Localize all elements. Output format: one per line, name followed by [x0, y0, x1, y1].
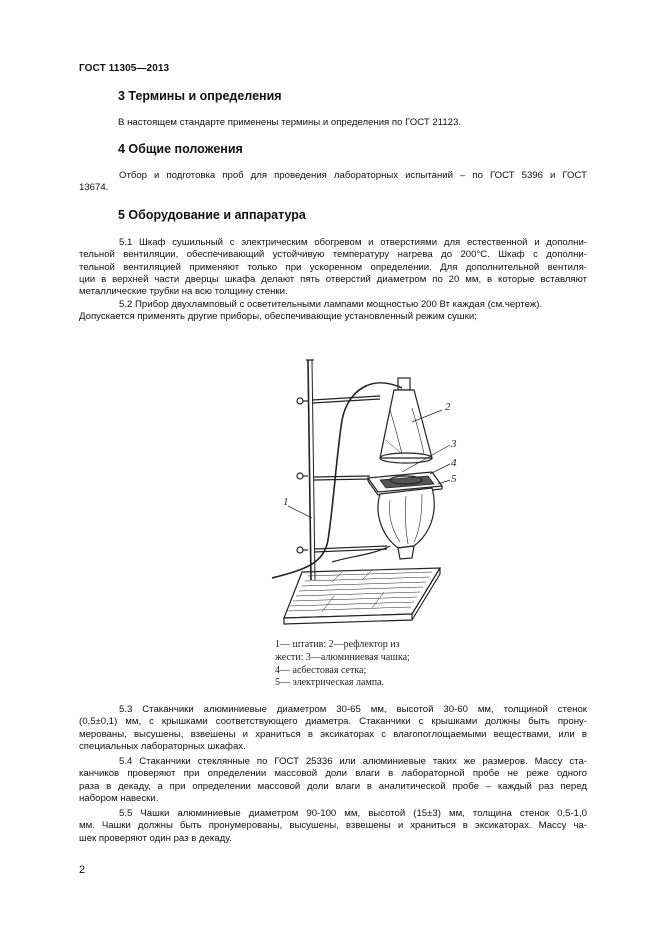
text-line: 5.4 Стаканчики стеклянные по ГОСТ 25336 или алюминиевые таких же размеров. Массу ста-: [119, 756, 587, 767]
section-3-text: В настоящем стандарте применены термины и определения по ГОСТ 21123.: [118, 117, 462, 128]
text-line: Допускается применять другие приборы, обеспечивающие установленный режим сушки;: [79, 311, 477, 323]
text-line: специальных лабораторных шкафах.: [79, 740, 246, 752]
figure-label-2: 2: [445, 401, 451, 413]
text-line: мерованы, высушены, взвешены и храниться в эксикаторах с влагопоглощаемыми веществами, или в: [79, 728, 587, 740]
section-4-paragraph: [79, 170, 587, 195]
text-line: тельной вентиляцией применяют только при ускоренном определении. Для дополнительной вентиля-: [79, 261, 587, 273]
paragraph-5-5: [79, 808, 587, 845]
caption-line: 1— штатив: 2—рефлектор из: [275, 639, 400, 650]
text-line: Отбор и подготовка проб для проведения лабораторных испытаний – по ГОСТ 5396 и ГОСТ: [119, 170, 587, 181]
section-3-title: 3 Термины и определения: [118, 89, 282, 103]
caption-line: 5— электрическая лампа.: [275, 677, 385, 689]
figure-label-3: 3: [451, 438, 457, 450]
text-line: 5.1 Шкаф сушильный с электрическим обогревом и отверстиями для естественной и дополни-: [119, 237, 587, 248]
base-plate-drawing: [284, 568, 440, 624]
figure-label-4: 4: [451, 457, 457, 469]
text-line: тельной вентиляции, обеспечивающий устойчивую температуру нагрева до 200°С. Шкаф с дополни-: [79, 249, 587, 261]
figure-label-5: 5: [451, 473, 457, 485]
text-line: канчиков проверяют при определении массовой доли влаги в лабораторной пробе не реже одного: [79, 768, 587, 780]
text-line: металлические трубки на всю толщину стенки.: [79, 286, 288, 298]
text-line: 5.2 Прибор двухламповый с осветительными лампами мощностью 200 Вт каждая (см.чертеж).: [119, 299, 543, 310]
text-line: 5.5 Чашки алюминиевые диаметром 90-100 мм, высотой (15±3) мм, толщина стенок 0,5-1,0: [119, 808, 587, 819]
text-line: набором навески.: [79, 792, 159, 804]
paragraph-5-1: [79, 237, 587, 298]
lower-lamp-drawing: [378, 488, 434, 559]
text-line: раза в декаду, а при определении массовой доли влаги в аналитической пробе – каждый раз перед: [79, 780, 587, 792]
paragraph-5-3: [79, 704, 587, 753]
caption-line: жести: 3—алюминиевая чашка;: [275, 651, 410, 663]
text-line: 5.3 Стаканчики алюминиевые диаметром 30-65 мм, высотой 30-60 мм, толщиной стенок: [119, 704, 587, 715]
page-number: 2: [79, 864, 86, 876]
drying-apparatus-figure: [262, 350, 462, 640]
text-line: 13674.: [79, 182, 109, 194]
caption-line: 4— асбестовая сетка;: [275, 664, 367, 676]
stand-rod-drawing: [306, 360, 315, 580]
section-4-title: 4 Общие положения: [118, 142, 243, 156]
paragraph-5-2: [79, 299, 587, 324]
document-code-header: ГОСТ 11305—2013: [79, 63, 170, 74]
text-line: ции в верхней части дверцы шкафа делают пять отверстий диаметром по 20 мм, в которые вставляют: [79, 273, 587, 285]
upper-reflector-drawing: [380, 378, 432, 463]
section-5-title: 5 Оборудование и аппаратура: [118, 208, 306, 222]
text-line: шек проверяют один раз в декаду.: [79, 832, 232, 844]
paragraph-5-4: [79, 756, 587, 805]
figure-caption: [275, 639, 410, 690]
text-line: (0,5±0,1) мм, с крышками соответствующего диаметра. Стаканчики с крышками должны быть прону-: [79, 716, 587, 728]
text-line: мм. Чашки должны быть пронумерованы, высушены, взвешены и храниться в эксикаторах. Массу ча-: [79, 820, 587, 832]
figure-label-1: 1: [283, 496, 289, 508]
